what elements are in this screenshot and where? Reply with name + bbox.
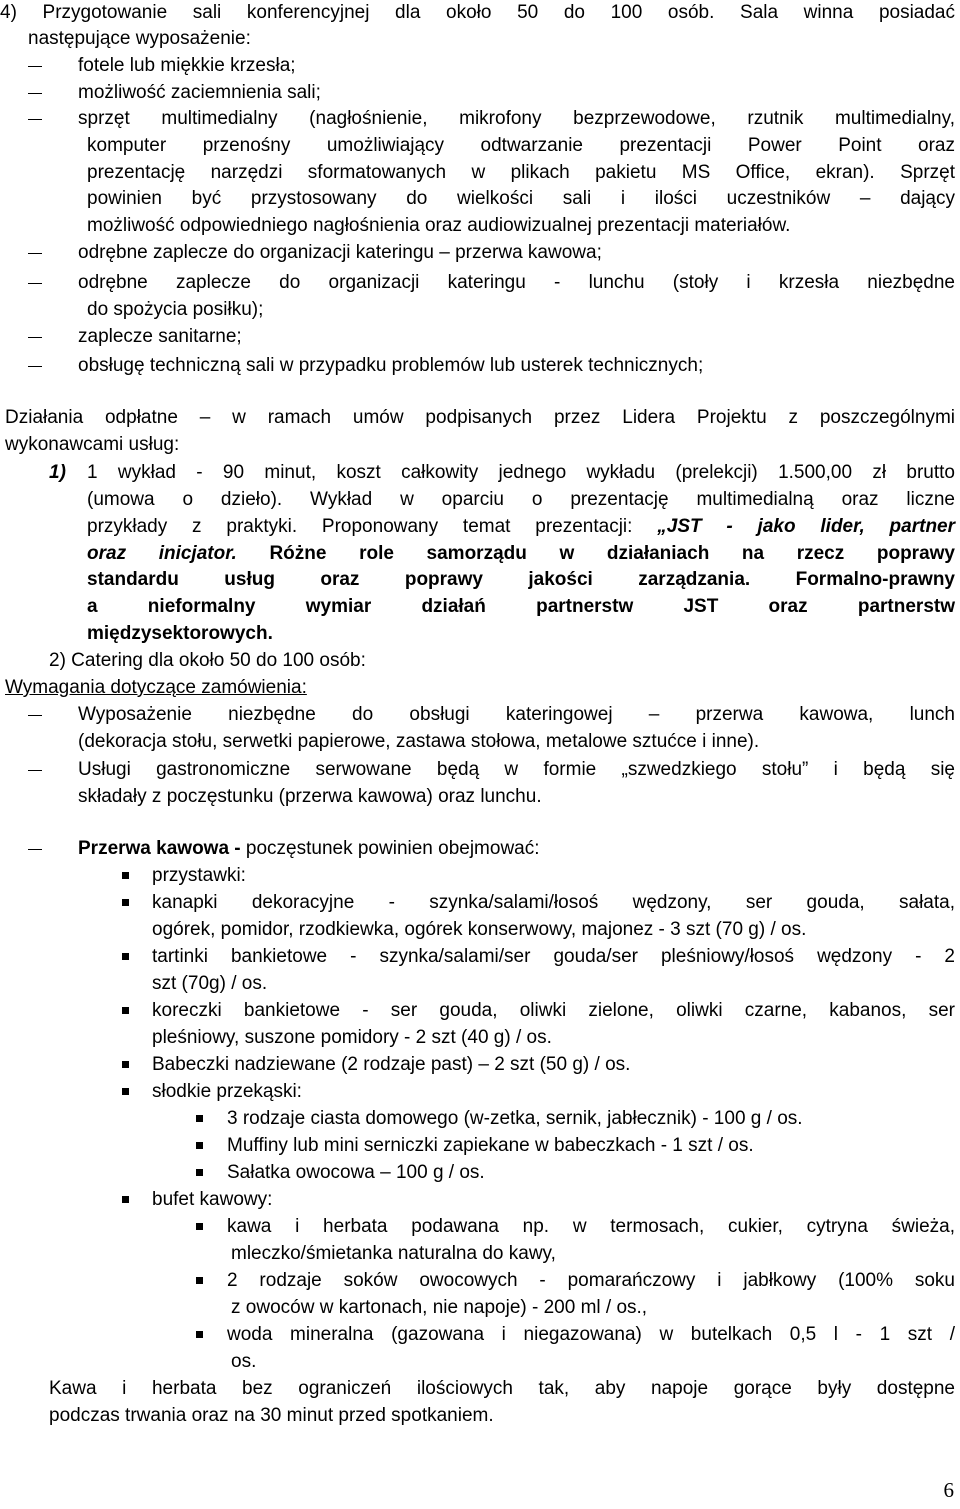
list-item-continuation: prezentację narzędzi sformatowanych w plikach pakietu MS Office, ekran). Sprzęt [87,162,955,183]
list-item-continuation: możliwość odpowiedniego nagłośnienia oraz audiowizualnej prezentacji materiałów. [87,215,791,236]
dash-bullet [28,80,42,106]
list-item-continuation: komputer przenośny umożliwiający odtwarzanie prezentacji Power Point oraz [87,135,955,156]
menu-item: Babeczki nadziewane (2 rodzaje past) – 2 szt (50 g) / os. [152,1054,631,1075]
menu-subitem: kawa i herbata podawana np. w termosach, cukier, cytryna świeża, [227,1216,955,1237]
page-number: 6 [943,1478,954,1502]
dash-bullet [28,270,42,296]
square-bullet [122,1061,129,1068]
list-item [78,836,955,863]
catering-title: 2) Catering dla około 50 do 100 osób: [49,650,366,671]
final-note-line1: Kawa i herbata bez ograniczeń ilościowych tak, aby napoje gorące były dostępne [49,1378,955,1399]
paid-item-line [87,567,955,594]
square-bullet [122,899,129,906]
list-item-continuation: (dekoracja stołu, serwetki papierowe, zastawa stołowa, metalowe sztućce i inne). [78,731,760,752]
square-bullet [196,1331,203,1338]
lecture-topic: oraz inicjator. [87,543,270,564]
dash-bullet [28,240,42,266]
paid-item-line: (umowa o dzieło). Wykład w oparciu o prezentację multimedialną oraz liczne [87,489,955,510]
square-bullet [122,872,129,879]
menu-subitem-continuation: mleczko/śmietanka naturalna do kawy, [231,1243,556,1264]
dash-bullet [28,106,42,132]
paid-item-line: międzysektorowych. [87,623,273,644]
square-bullet [122,1007,129,1014]
list-item: obsługę techniczną sali w przypadku problemów lub usterek technicznych; [78,355,704,376]
menu-subitem: 3 rodzaje ciasta domowego (w-zetka, sernik, jabłecznik) - 100 g / os. [227,1108,803,1129]
list-item-continuation: składały z poczęstunku (przerwa kawowa) oraz lunchu. [78,786,542,807]
coffee-break-text: poczęstunek powinien obejmować: [240,838,540,859]
paid-item-line [87,541,955,568]
lecture-bold-text: standardu usług oraz poprawy jakości zarządzania. [87,569,796,590]
menu-subitem: Sałatka owocowa – 100 g / os. [227,1162,485,1183]
paid-item-line [87,514,955,541]
list-item: sprzęt multimedialny (nagłośnienie, mikrofony bezprzewodowe, rzutnik multimedialny, [78,108,955,129]
square-bullet [122,1196,129,1203]
dash-bullet [28,353,42,379]
menu-item: tartinki bankietowe - szynka/salami/ser gouda/ser pleśniowy/łosoś wędzony - 2 [152,946,955,967]
square-bullet [122,953,129,960]
final-note-line2: podczas trwania oraz na 30 minut przed spotkaniem. [49,1405,494,1426]
menu-subitem-continuation: os. [231,1351,257,1372]
list-item-continuation: powinien być przystosowany do wielkości sali i ilości uczestników – dający [87,188,955,209]
square-bullet [196,1142,203,1149]
list-item: zaplecze sanitarne; [78,326,242,347]
menu-item: kanapki dekoracyjne - szynka/salami/łosoś wędzony, ser gouda, sałata, [152,892,955,913]
paid-item-line: a nieformalny wymiar działań partnerstw JST oraz partnerstw [87,596,955,617]
paid-intro-line1: Działania odpłatne – w ramach umów podpisanych przez Lidera Projektu z poszczególnymi [5,407,955,428]
square-bullet [196,1115,203,1122]
requirements-heading: Wymagania dotyczące zamówienia: [5,677,307,698]
lecture-topic: „JST - jako lider, partner [657,516,956,537]
dash-bullet [28,702,42,728]
list-item: Wyposażenie niezbędne do obsługi kateringowej – przerwa kawowa, lunch [78,704,955,725]
coffee-break-label: Przerwa kawowa - [78,838,241,859]
menu-item: koreczki bankietowe - ser gouda, oliwki zielone, oliwki czarne, kabanos, ser [152,1000,955,1021]
list-item: odrębne zaplecze do organizacji kateringu – przerwa kawowa; [78,242,602,263]
menu-item: przystawki: [152,865,246,886]
menu-item: bufet kawowy: [152,1189,273,1210]
list-item: możliwość zaciemnienia sali; [78,82,321,103]
lecture-bold-text: Formalno-prawny [795,569,955,590]
list-item: odrębne zaplecze do organizacji kateringu - lunchu (stoły i krzesła niezbędne [78,272,955,293]
square-bullet [122,1088,129,1095]
section4-line1: 4) Przygotowanie sali konferencyjnej dla około 50 do 100 osób. Sala winna posiadać [0,2,955,23]
menu-item-continuation: pleśniowy, suszone pomidory - 2 szt (40 g) / os. [152,1027,552,1048]
section4-line2: następujące wyposażenie: [28,28,251,49]
square-bullet [196,1223,203,1230]
menu-subitem: 2 rodzaje soków owocowych - pomarańczowy i jabłkowy (100% soku [227,1270,955,1291]
menu-item-continuation: szt (70g) / os. [152,973,268,994]
dash-bullet [28,836,42,862]
paid-item-line: 1 wykład - 90 minut, koszt całkowity jednego wykładu (prelekcji) 1.500,00 zł brutto [87,462,955,483]
paid-text: przykłady z praktyki. Proponowany temat prezentacji: [87,516,658,537]
dash-bullet [28,53,42,79]
paid-intro-line2: wykonawcami usług: [5,434,180,455]
list-item-continuation: do spożycia posiłku); [87,299,264,320]
square-bullet [196,1169,203,1176]
dash-bullet [28,324,42,350]
menu-subitem: Muffiny lub mini serniczki zapiekane w babeczkach - 1 szt / os. [227,1135,754,1156]
paid-item-number: 1) [49,462,66,483]
list-item: fotele lub miękkie krzesła; [78,55,296,76]
menu-subitem-continuation: z owoców w kartonach, nie napoje) - 200 ml / os., [231,1297,648,1318]
square-bullet [196,1277,203,1284]
dash-bullet [28,757,42,783]
lecture-bold-text: Różne role samorządu w działaniach na rzecz poprawy [269,543,955,564]
list-item: Usługi gastronomiczne serwowane będą w formie „szwedzkiego stołu” i będą się [78,759,955,780]
menu-subitem: woda mineralna (gazowana i niegazowana) w butelkach 0,5 l - 1 szt / [227,1324,955,1345]
menu-item: słodkie przekąski: [152,1081,302,1102]
menu-item-continuation: ogórek, pomidor, rzodkiewka, ogórek konserwowy, majonez - 3 szt (70 g) / os. [152,919,807,940]
